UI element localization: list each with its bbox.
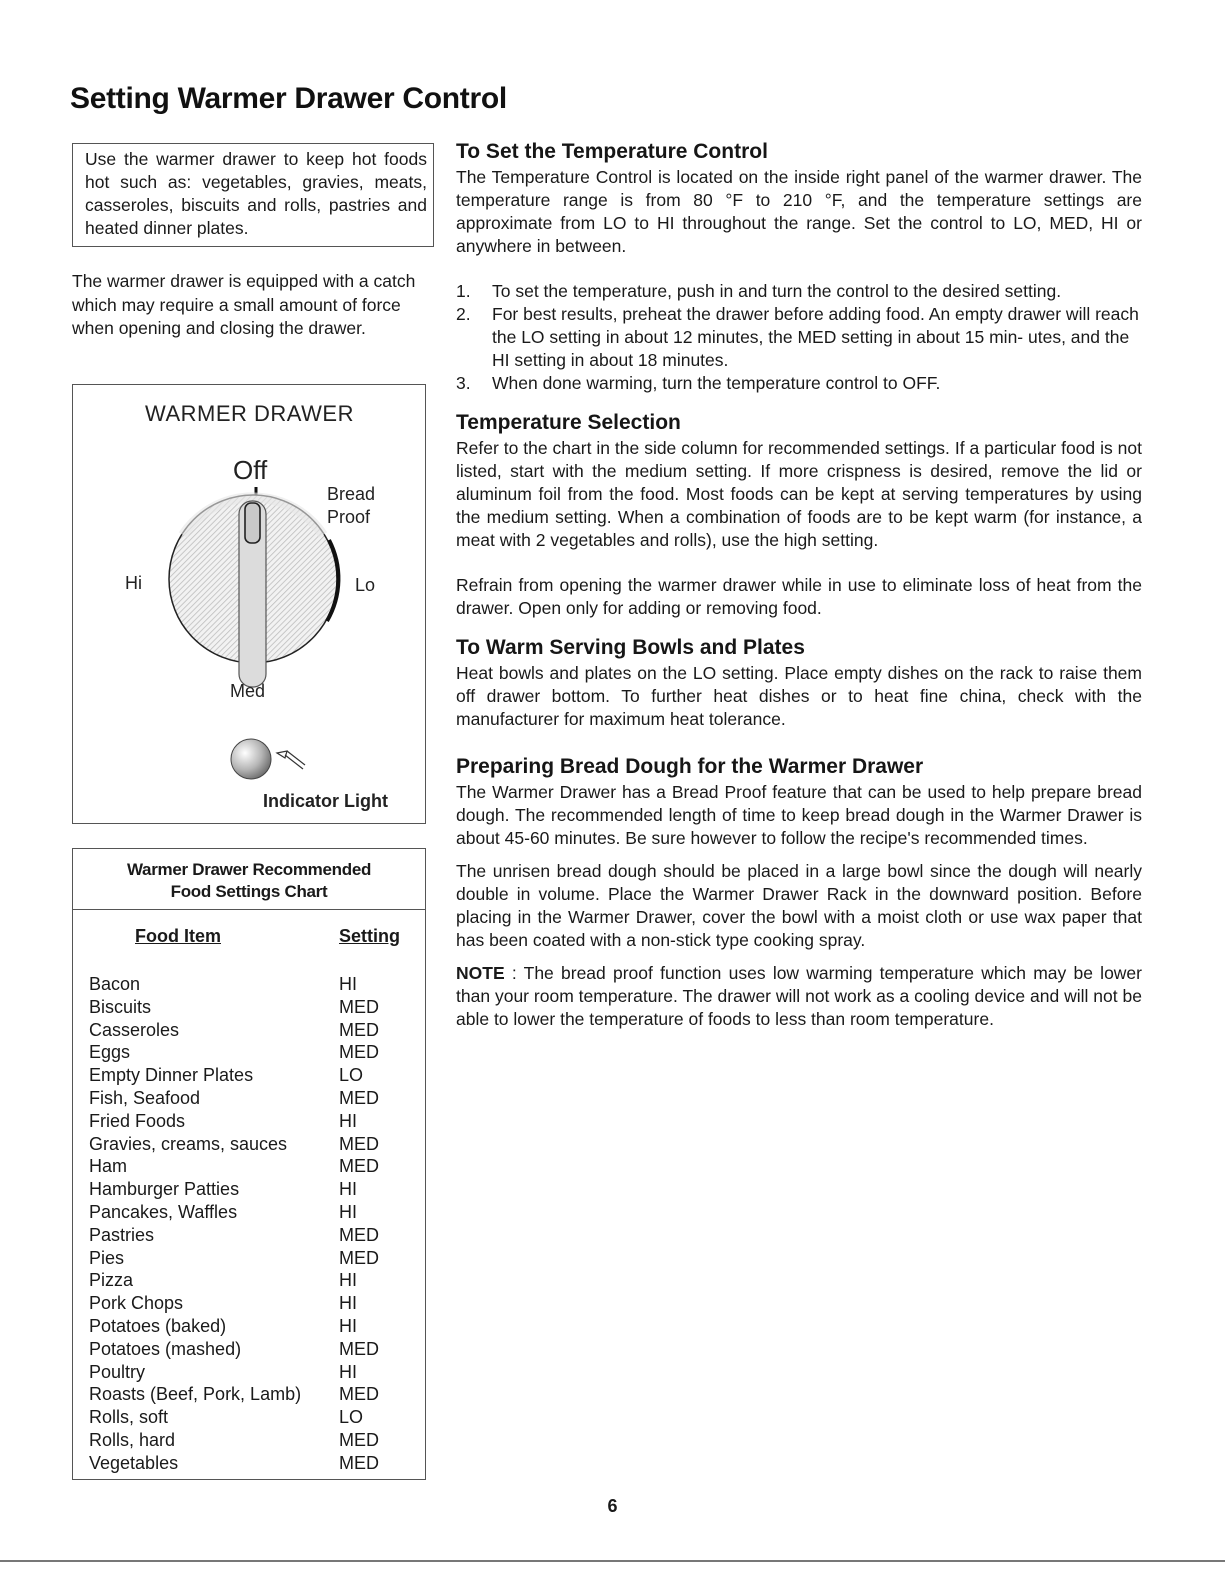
setting-cell: MED: [339, 1042, 379, 1063]
table-row: [89, 1338, 409, 1361]
table-row: [89, 1041, 409, 1064]
list-item: [456, 372, 1142, 395]
setting-cell: HI: [339, 1361, 357, 1382]
step-text: For best results, preheat the drawer before adding food. An empty drawer will reach the LO setting in about 12 minutes, the MED setting in about 15 min- utes, and the HI setting in about 18 minutes.: [492, 304, 1139, 370]
food-item-cell: Pizza: [89, 1270, 134, 1291]
food-item-cell: Pastries: [89, 1224, 155, 1245]
food-item-cell: Potatoes (mashed): [89, 1338, 242, 1359]
food-item-cell: Fried Foods: [89, 1110, 186, 1131]
setting-cell: MED: [339, 996, 379, 1017]
knob-pointer: [245, 503, 260, 543]
set-temperature-steps: [456, 280, 1142, 395]
list-item: [456, 280, 1142, 303]
food-item-cell: Pork Chops: [89, 1293, 184, 1314]
setting-cell: MED: [339, 1247, 379, 1268]
chart-rows: [89, 973, 409, 1475]
food-item-cell: Casseroles: [89, 1019, 180, 1040]
table-row: [89, 973, 409, 996]
step-text: When done warming, turn the temperature control to OFF.: [492, 373, 941, 393]
setting-cell: HI: [339, 1179, 357, 1200]
food-item-cell: Fish, Seafood: [89, 1087, 201, 1108]
bread-dough-body2: The unrisen bread dough should be placed in a large bowl since the dough will nearly double in volume. Place the Warmer Drawer Rack in the downward position. Before placing in the Warmer Drawer, cover the bowl with a moist cloth or use wax paper that has been coated with a non-stick type cooking spray.: [456, 861, 1142, 950]
chart-column-headers: [73, 910, 425, 950]
table-row: [89, 1064, 409, 1087]
step-text: To set the temperature, push in and turn the control to the desired setting.: [492, 281, 1062, 301]
table-row: [89, 1201, 409, 1224]
bread-dough-note: [456, 962, 1142, 1031]
setting-cell: MED: [339, 1224, 379, 1245]
step-number: 1.: [456, 281, 471, 301]
food-item-cell: Empty Dinner Plates: [89, 1065, 254, 1086]
setting-cell: LO: [339, 1407, 364, 1428]
step-number: 3.: [456, 373, 471, 393]
setting-cell: MED: [339, 1429, 379, 1450]
heading-set-temperature: To Set the Temperature Control: [456, 140, 768, 163]
food-item-cell: Poultry: [89, 1361, 146, 1382]
table-row: [89, 1178, 409, 1201]
table-row: [89, 1155, 409, 1178]
table-row: [89, 1361, 409, 1384]
table-row: [89, 1383, 409, 1406]
food-item-cell: Biscuits: [89, 996, 152, 1017]
setting-cell: MED: [339, 1019, 379, 1040]
chart-title-line1: Warmer Drawer Recommended: [126, 860, 372, 879]
table-row: [89, 1269, 409, 1292]
warmer-drawer-diagram: [72, 384, 426, 824]
setting-cell: LO: [339, 1065, 364, 1086]
food-item-cell: Vegetables: [89, 1452, 179, 1473]
page-title: Setting Warmer Drawer Control: [70, 82, 507, 115]
column-header-food: Food Item: [135, 926, 221, 946]
table-row: [89, 1292, 409, 1315]
setting-cell: MED: [339, 1133, 379, 1154]
label-bread: Bread: [327, 484, 376, 504]
table-row: [89, 1133, 409, 1156]
food-item-cell: Bacon: [89, 974, 141, 994]
food-item-cell: Ham: [89, 1156, 128, 1177]
label-hi: Hi: [125, 573, 142, 593]
food-item-cell: Rolls, soft: [89, 1407, 169, 1428]
setting-cell: HI: [339, 1293, 357, 1314]
label-off: Off: [233, 455, 268, 485]
indicator-light: [231, 739, 271, 779]
chart-title-line2: Food Settings Chart: [170, 882, 328, 901]
table-row: [89, 1019, 409, 1042]
setting-cell: MED: [339, 1156, 379, 1177]
setting-cell: HI: [339, 1110, 357, 1131]
heading-warm-bowls: To Warm Serving Bowls and Plates: [456, 636, 805, 659]
setting-cell: HI: [339, 1270, 357, 1291]
control-knob-illustration: [73, 385, 427, 825]
food-item-cell: Pies: [89, 1247, 125, 1268]
table-row: [89, 1406, 409, 1429]
food-item-cell: Hamburger Patties: [89, 1179, 240, 1200]
setting-cell: MED: [339, 1338, 379, 1359]
label-indicator-light: Indicator Light: [263, 791, 388, 811]
label-proof: Proof: [327, 507, 371, 527]
food-item-cell: Potatoes (baked): [89, 1315, 227, 1336]
temperature-selection-body: Refer to the chart in the side column for recommended settings. If a particular food is not listed, start with the medium setting. If more crispness is desired, remove the lid or aluminum foil from the food. Most foods can be kept at serving temperatures by using the medium setting. When a combination of foods are to be kept warm (for instance, a meat with 2 vegetables and rolls), use the high setting.: [456, 438, 1142, 550]
table-row: [89, 1452, 409, 1475]
setting-cell: HI: [339, 1315, 357, 1336]
food-item-cell: Gravies, creams, sauces: [89, 1133, 288, 1154]
setting-cell: HI: [339, 1201, 357, 1222]
column-header-setting: Setting: [339, 926, 400, 946]
intro-text: Use the warmer drawer to keep hot foods hot such as: vegetables, gravies, meats, casseroles, biscuits and rolls, pastries and heated dinner plates.: [85, 149, 427, 238]
table-row: [89, 1429, 409, 1452]
table-row: [89, 1315, 409, 1338]
page-number: 6: [607, 1496, 618, 1516]
catch-note: The warmer drawer is equipped with a catch which may require a small amount of force when opening and closing the drawer.: [72, 271, 416, 338]
heading-temperature-selection: Temperature Selection: [456, 411, 681, 434]
main-content: [456, 138, 1142, 1031]
food-item-cell: Pancakes, Waffles: [89, 1201, 238, 1222]
table-row: [89, 1087, 409, 1110]
chart-title: [73, 849, 425, 910]
setting-cell: MED: [339, 1452, 379, 1473]
note-label: NOTE: [456, 963, 505, 983]
note-text: : The bread proof function uses low warming temperature which may be lower than your room temperature. The drawer will not work as a cooling device and will not be able to lower the temperature of foods to less than room temperature.: [456, 963, 1142, 1029]
step-number: 2.: [456, 304, 471, 324]
setting-cell: MED: [339, 1384, 379, 1405]
heading-bread-dough: Preparing Bread Dough for the Warmer Drawer: [456, 755, 924, 778]
list-item: [456, 303, 1142, 372]
label-med: Med: [230, 681, 266, 701]
food-item-cell: Roasts (Beef, Pork, Lamb): [89, 1384, 302, 1405]
intro-box: [72, 143, 434, 247]
warm-bowls-body: Heat bowls and plates on the LO setting. Place empty dishes on the rack to raise them off drawer bottom. To further heat dishes or to heat fine china, check with the manufacturer for maximum heat tolerance.: [456, 663, 1142, 729]
label-lo: Lo: [355, 575, 376, 595]
table-row: [89, 1110, 409, 1133]
setting-cell: MED: [339, 1087, 379, 1108]
bottom-rule: [0, 1560, 1225, 1562]
bread-dough-body1: The Warmer Drawer has a Bread Proof feature that can be used to help prepare bread dough. The recommended length of time to keep bread dough in the Warmer Drawer is about 45-60 minutes. Be sure however to follow the recipe's recommended times.: [456, 782, 1142, 848]
label-bread-proof: [327, 483, 375, 529]
table-row: [89, 1224, 409, 1247]
food-item-cell: Eggs: [89, 1042, 131, 1063]
set-temperature-body: The Temperature Control is located on the inside right panel of the warmer drawer. The temperature range is from 80 °F to 210 °F, and the temperature settings are approximate from LO to HI throughout the range. Set the control to LO, MED, HI or anywhere in between.: [456, 167, 1142, 256]
table-row: [89, 1247, 409, 1270]
arrow-icon: [277, 751, 305, 769]
table-row: [89, 996, 409, 1019]
setting-cell: HI: [339, 974, 357, 994]
food-settings-chart: [72, 848, 426, 1480]
diagram-title: WARMER DRAWER: [145, 401, 354, 426]
temperature-selection-note: Refrain from opening the warmer drawer while in use to eliminate loss of heat from the drawer. Open only for adding or removing food.: [456, 575, 1142, 618]
food-item-cell: Rolls, hard: [89, 1429, 176, 1450]
